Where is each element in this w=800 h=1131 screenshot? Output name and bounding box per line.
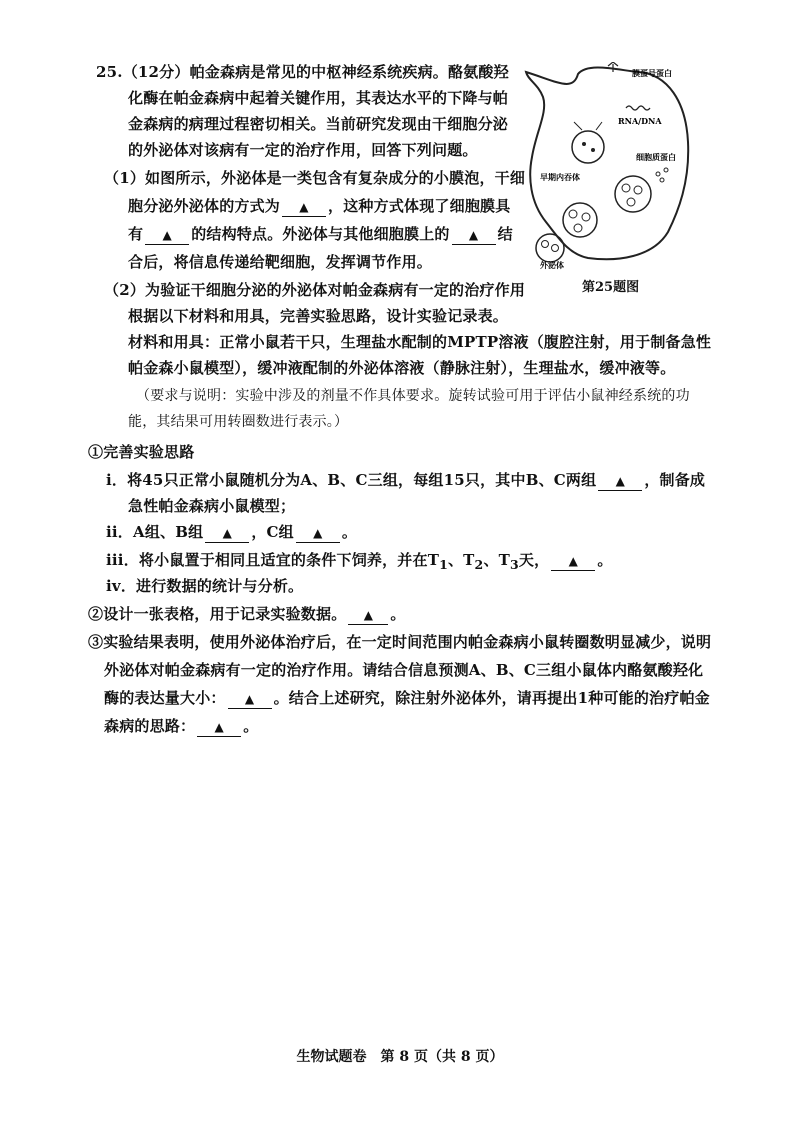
answer-blank[interactable] <box>348 605 388 625</box>
triangle-icon: ▲ <box>568 554 579 568</box>
text: 。 <box>341 523 358 541</box>
part2-line: 帕金森小鼠模型），缓冲液配制的外泌体溶液（静脉注射），生理盐水，缓冲液等。 <box>128 359 676 377</box>
vesicle <box>574 224 582 232</box>
sub3-line <box>104 716 258 737</box>
triangle-icon: ▲ <box>162 228 172 242</box>
part1-line: 合后，将信息传递给靶细胞，发挥调节作用。 <box>128 253 433 271</box>
intro-line: 的外泌体对该病有一定的治疗作用，回答下列问题。 <box>128 141 478 159</box>
text: ，C组 <box>251 523 294 541</box>
text: ②设计一张表格，用于记录实验数据。 <box>88 605 347 623</box>
text: ，制备成 <box>644 471 706 489</box>
sub3-line: 外泌体对帕金森病有一定的治疗作用。请结合信息预测A、B、C三组小鼠体内酪氨酸羟化 <box>104 661 704 679</box>
answer-blank[interactable] <box>228 689 272 709</box>
figure-label: RNA/DNA <box>618 116 662 126</box>
text: 。 <box>390 605 406 623</box>
text: 、T <box>483 551 510 569</box>
figure-label: 膜蛋号蛋白 <box>632 68 672 78</box>
text: ，这种方式体现了细胞膜具 <box>328 197 511 215</box>
text: 胞分泌外泌体的方式为 <box>128 197 281 215</box>
part1-line <box>128 224 513 245</box>
cell-diagram <box>518 62 708 272</box>
part2-line: 根据以下材料和用具，完善实验思路，设计实验记录表。 <box>128 307 509 325</box>
vesicle <box>552 245 559 252</box>
subscript: 2 <box>474 557 484 572</box>
part2-line: 材料和用具：正常小鼠若干只，生理盐水配制的MPTP溶液（腹腔注射，用于制备急性 <box>128 333 712 351</box>
text: 有 <box>128 225 144 243</box>
answer-blank[interactable] <box>452 225 496 245</box>
answer-blank[interactable] <box>598 471 642 491</box>
sub1-title: ①完善实验思路 <box>88 443 195 461</box>
part1-line <box>128 196 510 217</box>
part2-line: （2）为验证干细胞分泌的外泌体对帕金森病有一定的治疗作用 <box>104 281 526 299</box>
vesicle <box>627 198 635 206</box>
figure-label: 细胞质蛋白 <box>636 152 676 162</box>
sub3-line <box>104 688 710 709</box>
text: 的结构特点。外泌体与其他细胞膜上的 <box>191 225 450 243</box>
triangle-icon: ▲ <box>313 526 323 540</box>
early-endosome <box>572 131 604 163</box>
figure-caption: 第25题图 <box>582 280 640 295</box>
protein-dot <box>664 168 668 172</box>
triangle-icon: ▲ <box>222 526 233 540</box>
part1-line: （1）如图所示，外泌体是一类包含有复杂成分的小膜泡，干细 <box>104 169 526 187</box>
text: 森病的思路： <box>104 717 196 735</box>
arrow-icon <box>574 122 602 130</box>
page-footer: 生物试题卷 第 8 页（共 8 页） <box>296 1049 504 1065</box>
receptor-icon <box>608 62 618 72</box>
multivesicular-body <box>615 176 651 212</box>
sub3-line: ③实验结果表明，使用外泌体治疗后，在一定时间范围内帕金森病小鼠转圈数明显减少，说明 <box>88 633 712 651</box>
step-iv: iv．进行数据的统计与分析。 <box>106 577 304 595</box>
protein-dot <box>656 172 660 176</box>
vesicle <box>569 210 577 218</box>
text: 。 <box>243 717 259 735</box>
figure-label: 早期内吞体 <box>540 172 580 182</box>
subscript: 3 <box>510 557 519 572</box>
cell-membrane <box>526 68 688 260</box>
figure-label: 外泌体 <box>540 260 564 270</box>
text: i．将45只正常小鼠随机分为A、B、C三组，每组15只，其中B、C两组 <box>106 471 597 489</box>
text: 结 <box>497 225 513 243</box>
vesicle <box>542 241 549 248</box>
rna-icon <box>626 106 650 110</box>
answer-blank[interactable] <box>551 551 595 571</box>
vesicle-dot <box>582 142 586 146</box>
answer-blank[interactable] <box>145 225 189 245</box>
text: ii．A组、B组 <box>106 523 204 541</box>
protein-dot <box>660 178 664 182</box>
triangle-icon: ▲ <box>615 474 626 488</box>
answer-blank[interactable] <box>197 717 241 737</box>
step-ii <box>106 522 357 543</box>
answer-blank[interactable] <box>205 523 249 543</box>
exosome-figure <box>518 62 708 272</box>
text: 。结合上述研究，除注射外泌体外，请再提出1种可能的治疗帕金 <box>273 689 710 707</box>
triangle-icon: ▲ <box>244 692 255 706</box>
subscript: 1 <box>439 557 448 572</box>
answer-blank[interactable] <box>282 197 326 217</box>
vesicle <box>622 184 630 192</box>
note-line: （要求与说明：实验中涉及的剂量不作具体要求。旋转试验可用于评估小鼠神经系统的功 <box>136 388 690 404</box>
text: 酶的表达量大小： <box>104 689 226 707</box>
step-i-cont: 急性帕金森病小鼠模型； <box>128 497 296 515</box>
intro-line: 化酶在帕金森病中起着关键作用，其表达水平的下降与帕 <box>128 89 509 107</box>
answer-blank[interactable] <box>296 523 340 543</box>
question-header: 25.（12分）帕金森病是常见的中枢神经系统疾病。酪氨酸羟 <box>96 63 509 81</box>
vesicle-dot <box>591 148 595 152</box>
text: iii．将小鼠置于相同且适宜的条件下饲养，并在T <box>106 551 440 569</box>
text: 、T <box>447 551 475 569</box>
note-line: 能，其结果可用转圈数进行表示。） <box>128 414 349 430</box>
exosome-release <box>536 234 564 262</box>
triangle-icon: ▲ <box>468 228 479 242</box>
sub2-line <box>88 604 406 625</box>
text: 。 <box>597 551 613 569</box>
step-i <box>106 470 705 491</box>
triangle-icon: ▲ <box>363 608 374 622</box>
vesicle <box>582 213 590 221</box>
triangle-icon: ▲ <box>214 720 224 734</box>
triangle-icon: ▲ <box>299 200 309 214</box>
intro-line: 金森病的病理过程密切相关。当前研究发现由干细胞分泌 <box>128 115 509 133</box>
vesicle <box>634 186 642 194</box>
text: 天， <box>518 551 550 569</box>
step-iii <box>106 550 613 575</box>
